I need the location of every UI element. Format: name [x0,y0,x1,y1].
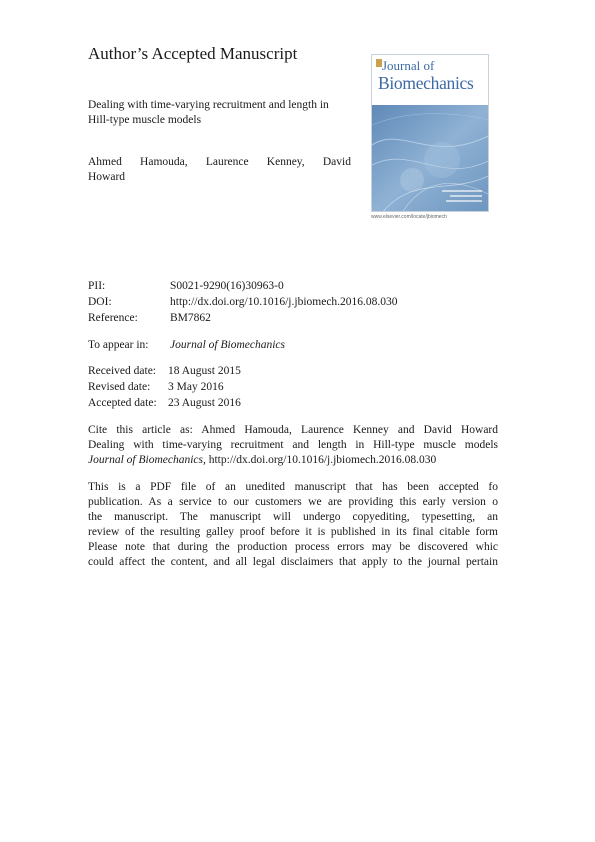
citation-block [88,423,498,468]
citation-line: Dealing with time-varying recruitment and length in Hill-type muscle models [88,439,498,451]
journal-cover-image [371,54,489,212]
notice-line: publication. As a service to our customers we are providing this early version o [88,496,498,508]
pii-label: PII: [88,280,106,292]
article-authors [88,155,351,185]
article-title-line: Hill-type muscle models [88,114,202,126]
notice-line: the manuscript. The manuscript will undergo copyediting, typesetting, an [88,511,498,523]
authors-line: Howard [88,171,126,183]
citation-doi[interactable]: http://dx.doi.org/10.1016/j.jbiomech.2016.08.030 [205,454,437,466]
article-title-line: Dealing with time-varying recruitment and length in [88,99,329,111]
article-title [88,98,363,128]
notice-line: review of the resulting galley proof before it is published in its final citable form [88,526,498,538]
reference-label: Reference: [88,312,138,324]
doi-label: DOI: [88,296,112,308]
cover-artwork [372,105,489,212]
notice-line: Please note that during the production process errors may be discovered whic [88,541,498,553]
notice-line: could affect the content, and all legal disclaimers that apply to the journal pertain [88,556,498,568]
citation-journal: Journal of Biomechanics, [88,454,206,466]
revised-value: 3 May 2016 [168,381,224,393]
reference-value: BM7862 [170,312,211,324]
cover-url: www.elsevier.com/locate/jbiomech [371,214,447,220]
revised-label: Revised date: [88,381,151,393]
authors-line: Ahmed Hamouda, Laurence Kenney, David [88,156,351,168]
pii-value: S0021-9290(16)30963-0 [170,280,284,292]
accepted-label: Accepted date: [88,397,157,409]
accepted-value: 23 August 2016 [168,397,241,409]
cover-journal-of: Journal of [382,58,435,73]
citation-line: Cite this article as: Ahmed Hamouda, Laurence Kenney and David Howard [88,424,498,436]
citation-line [88,453,498,468]
disclaimer-notice [88,480,498,570]
received-value: 18 August 2015 [168,365,241,377]
manuscript-heading: Author’s Accepted Manuscript [88,44,298,63]
appear-journal: Journal of Biomechanics [170,339,285,351]
received-label: Received date: [88,365,157,377]
doi-link[interactable]: http://dx.doi.org/10.1016/j.jbiomech.2016.08.030 [170,296,398,308]
appear-label: To appear in: [88,339,149,351]
cover-journal-name: Biomechanics [378,73,474,93]
notice-line: This is a PDF file of an unedited manuscript that has been accepted fo [88,481,498,493]
